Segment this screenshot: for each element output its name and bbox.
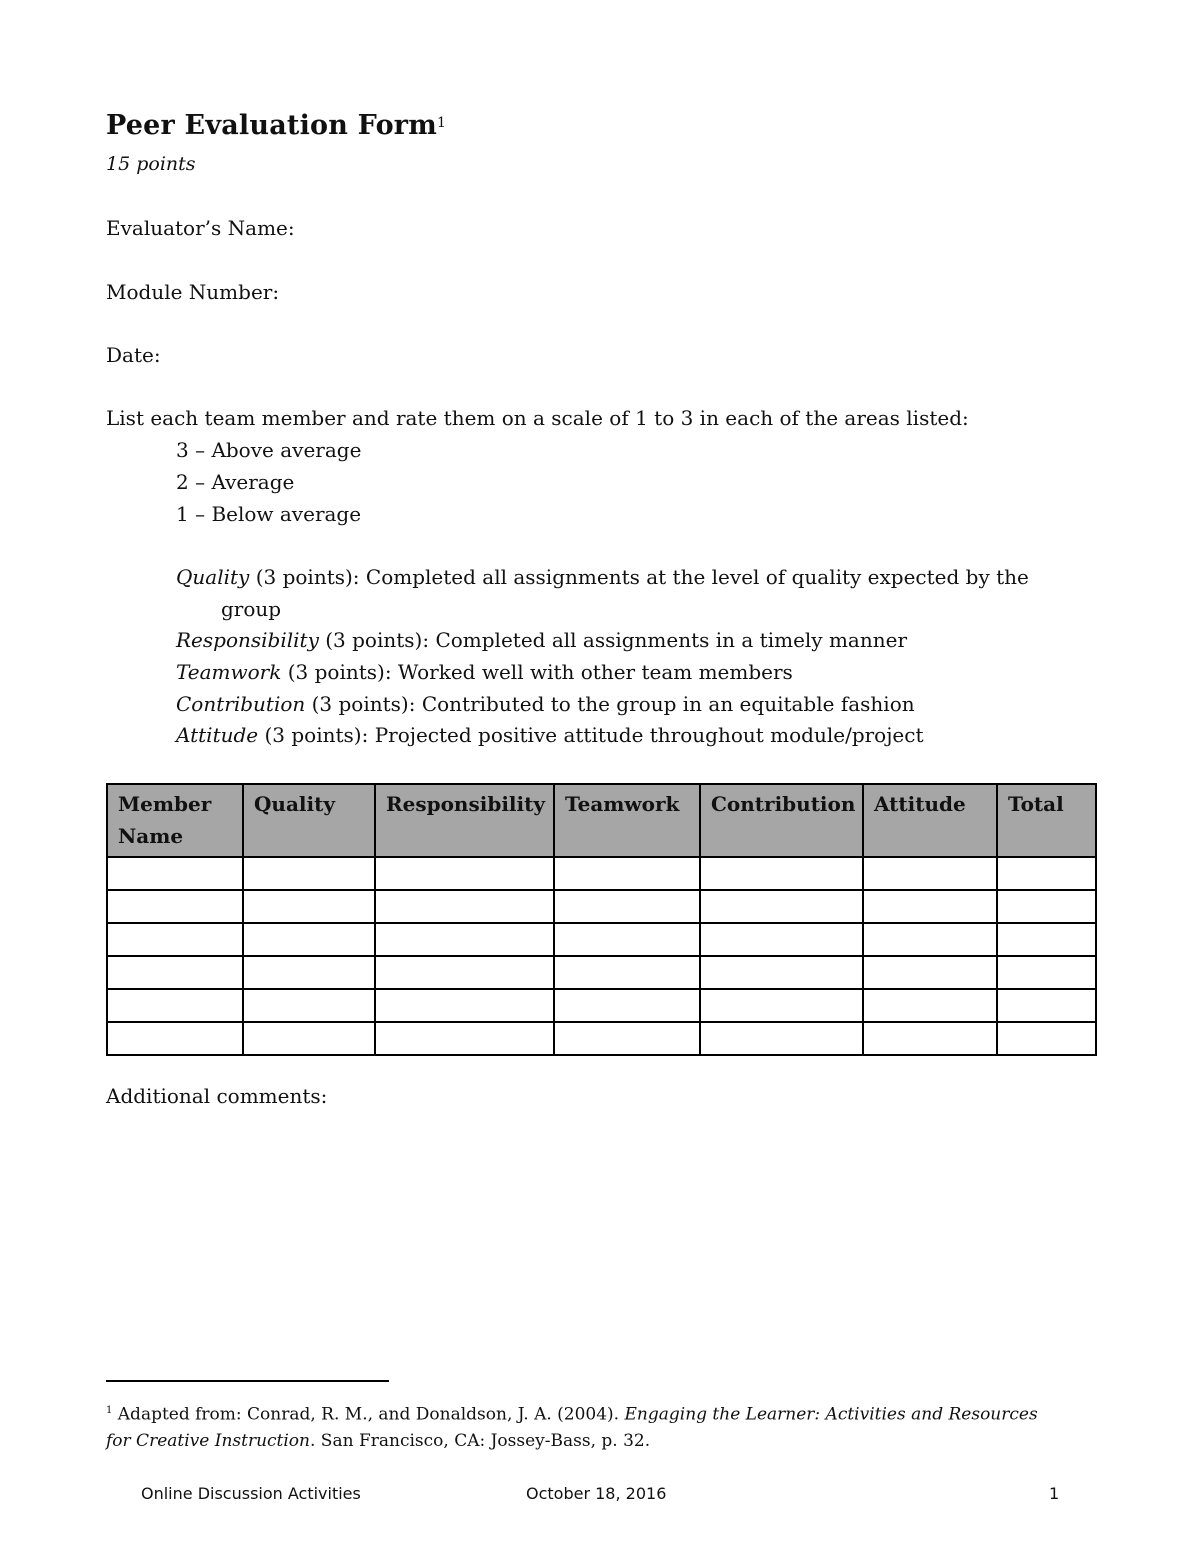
footnote-mark: 1 <box>106 1405 113 1416</box>
responsibility-cell[interactable] <box>375 956 554 989</box>
peer-rating-table <box>106 783 1097 1056</box>
form-title: Peer Evaluation Form$^1$ <box>106 110 447 141</box>
table-header-row <box>107 784 1096 857</box>
quality-cell[interactable] <box>243 890 375 923</box>
module-number-field: Module Number: <box>106 280 280 304</box>
teamwork-cell[interactable] <box>554 956 700 989</box>
teamwork-cell[interactable] <box>554 989 700 1022</box>
member-name-cell[interactable] <box>107 923 243 956</box>
member-name-cell[interactable] <box>107 989 243 1022</box>
teamwork-cell[interactable] <box>554 890 700 923</box>
criterion-quality-continued: group <box>221 597 282 621</box>
table-row <box>107 956 1096 989</box>
responsibility-cell[interactable] <box>375 857 554 890</box>
total-cell[interactable] <box>997 923 1096 956</box>
criterion-contribution <box>176 692 915 716</box>
quality-cell[interactable] <box>243 989 375 1022</box>
contribution-cell[interactable] <box>700 890 863 923</box>
quality-cell[interactable] <box>243 956 375 989</box>
contribution-cell[interactable] <box>700 1022 863 1055</box>
table-row <box>107 989 1096 1022</box>
member-name-cell[interactable] <box>107 890 243 923</box>
responsibility-cell[interactable] <box>375 923 554 956</box>
member-name-cell[interactable] <box>107 857 243 890</box>
attitude-cell[interactable] <box>863 1022 997 1055</box>
title-footnote-mark: 1 <box>436 115 447 131</box>
footer-left: Online Discussion Activities <box>141 1484 361 1503</box>
member-name-cell[interactable] <box>107 956 243 989</box>
evaluator-name-field: Evaluator’s Name: <box>106 216 295 240</box>
scale-item-3: 3 – Above average <box>176 438 362 462</box>
header-teamwork: Teamwork <box>554 784 700 857</box>
responsibility-cell[interactable] <box>375 1022 554 1055</box>
footer-page-number: 1 <box>1049 1484 1060 1503</box>
criterion-desc: (3 points): Worked well with other team members <box>281 660 793 684</box>
attitude-cell[interactable] <box>863 989 997 1022</box>
criterion-name: Responsibility <box>176 628 319 652</box>
criterion-responsibility <box>176 628 907 652</box>
responsibility-cell[interactable] <box>375 989 554 1022</box>
footnote <box>106 1398 1046 1454</box>
quality-cell[interactable] <box>243 857 375 890</box>
scale-item-1: 1 – Below average <box>176 502 362 526</box>
responsibility-cell[interactable] <box>375 890 554 923</box>
header-total: Total <box>997 784 1096 857</box>
header-responsibility: Responsibility <box>375 784 554 857</box>
criterion-desc: (3 points): Completed all assignments at the level of quality expected by the <box>249 565 1029 589</box>
total-cell[interactable] <box>997 890 1096 923</box>
footnote-separator <box>106 1380 389 1382</box>
contribution-cell[interactable] <box>700 857 863 890</box>
footnote-publisher: . San Francisco, CA: Jossey-Bass, p. 32. <box>310 1430 651 1451</box>
scale-item-2: 2 – Average <box>176 470 295 494</box>
table-row <box>107 857 1096 890</box>
attitude-cell[interactable] <box>863 956 997 989</box>
criterion-desc: (3 points): Completed all assignments in a timely manner <box>318 628 908 652</box>
date-field: Date: <box>106 343 161 367</box>
criterion-name: Contribution <box>176 692 306 716</box>
header-quality: Quality <box>243 784 375 857</box>
member-name-cell[interactable] <box>107 1022 243 1055</box>
criterion-name: Teamwork <box>176 660 282 684</box>
criterion-name: Quality <box>176 565 250 589</box>
contribution-cell[interactable] <box>700 956 863 989</box>
criterion-teamwork <box>176 660 793 684</box>
total-cell[interactable] <box>997 857 1096 890</box>
quality-cell[interactable] <box>243 1022 375 1055</box>
footer-date: October 18, 2016 <box>526 1484 667 1503</box>
total-cell[interactable] <box>997 1022 1096 1055</box>
additional-comments-label: Additional comments: <box>106 1084 328 1108</box>
footnote-text: Adapted from: Conrad, R. M., and Donaldson, J. A. (2004). <box>117 1404 625 1425</box>
attitude-cell[interactable] <box>863 857 997 890</box>
header-attitude: Attitude <box>863 784 997 857</box>
criterion-desc: (3 points): Contributed to the group in an equitable fashion <box>305 692 915 716</box>
instructions-intro: List each team member and rate them on a scale of 1 to 3 in each of the areas listed: <box>106 406 969 430</box>
total-cell[interactable] <box>997 956 1096 989</box>
header-contribution: Contribution <box>700 784 863 857</box>
total-cell[interactable] <box>997 989 1096 1022</box>
attitude-cell[interactable] <box>863 923 997 956</box>
contribution-cell[interactable] <box>700 923 863 956</box>
teamwork-cell[interactable] <box>554 1022 700 1055</box>
teamwork-cell[interactable] <box>554 923 700 956</box>
header-member-name: Member Name <box>107 784 243 857</box>
table-row <box>107 890 1096 923</box>
footnote-book-title: Engaging the Learner: Activities and Resources for Creative Instruction <box>106 1404 1038 1451</box>
criterion-attitude <box>176 723 924 747</box>
criterion-quality <box>176 565 1029 589</box>
criterion-desc: (3 points): Projected positive attitude throughout module/project <box>258 723 924 747</box>
teamwork-cell[interactable] <box>554 857 700 890</box>
criterion-name: Attitude <box>176 723 259 747</box>
table-row <box>107 1022 1096 1055</box>
contribution-cell[interactable] <box>700 989 863 1022</box>
quality-cell[interactable] <box>243 923 375 956</box>
points-label: 15 points <box>106 153 196 175</box>
attitude-cell[interactable] <box>863 890 997 923</box>
table-row <box>107 923 1096 956</box>
